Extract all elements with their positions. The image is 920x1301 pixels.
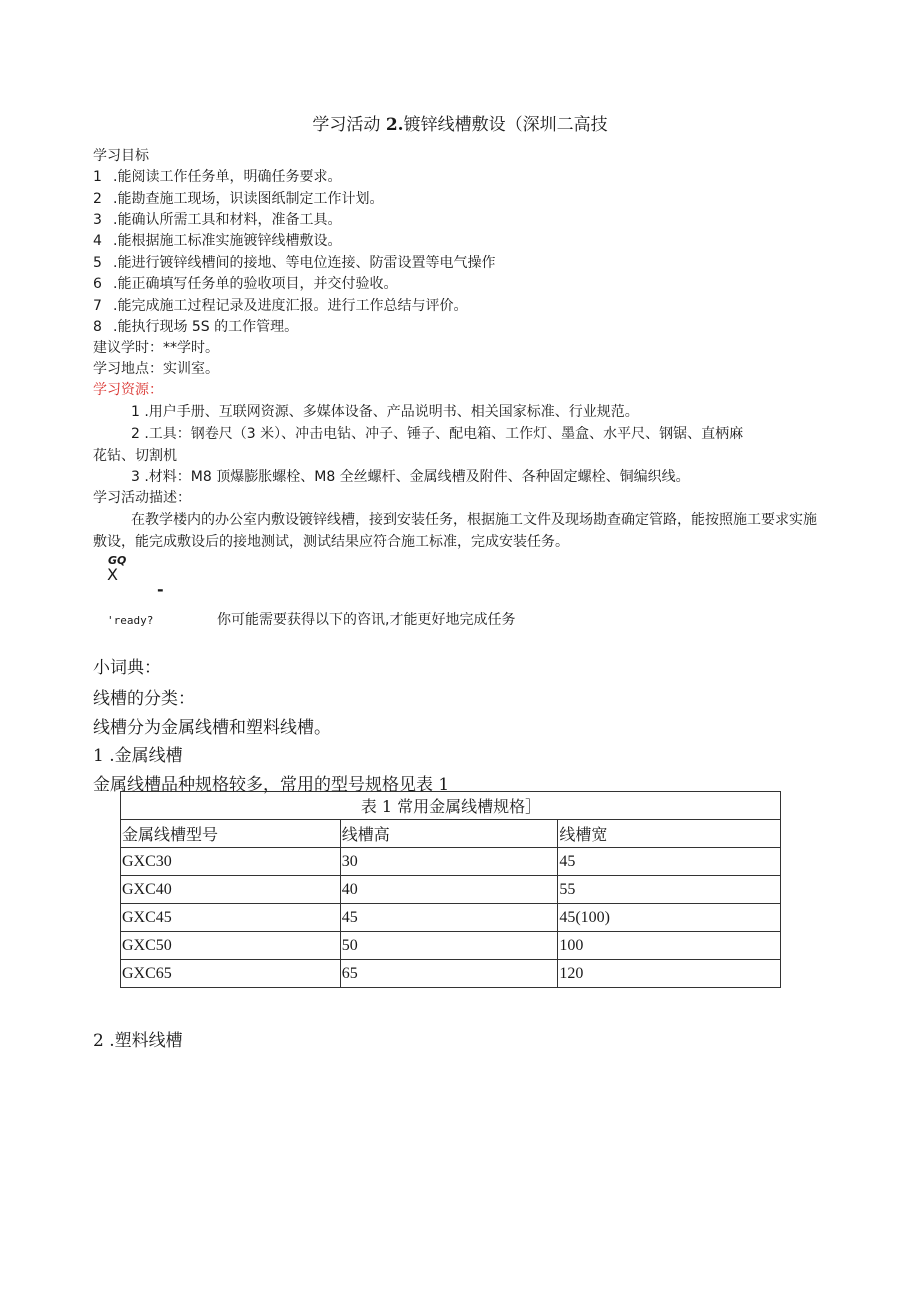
artifact-gq: GQ <box>108 554 127 567</box>
table-row <box>121 904 781 932</box>
table-row <box>121 876 781 904</box>
header-height: 线槽高 <box>340 820 558 848</box>
plastic-trunking-heading: 2 .塑料线槽 <box>93 1031 183 1051</box>
description-text: 在教学楼内的办公室内敷设镀锌线槽，接到安装任务，根据施工文件及现场勘查确定管路，能按照施工要求实施敷设，能完成敷设后的接地测试，测试结果应符合施工标准，完成安装任务。 <box>93 512 817 550</box>
table-row <box>121 960 781 988</box>
dictionary-heading: 小词典： <box>93 658 161 678</box>
resources-heading: 学习资源： <box>93 382 163 398</box>
cell-width: 45 <box>558 848 781 876</box>
resource-item-3: 3 .材料：M8 顶爆膨胀螺栓、M8 全丝螺杆、金属线槽及附件、各种固定螺栓、铜编织线。 <box>131 469 690 485</box>
resource-item-1: 1 .用户手册、互联网资源、多媒体设备、产品说明书、相关国家标准、行业规范。 <box>131 404 639 420</box>
cell-height: 45 <box>340 904 558 932</box>
cell-width: 45(100) <box>558 904 781 932</box>
page-title <box>0 110 920 135</box>
cell-height: 50 <box>340 932 558 960</box>
title-prefix: 学习活动 <box>312 115 386 135</box>
title-rest: 镀锌线槽敷设（深圳二高技 <box>403 115 608 135</box>
goal-item-3: 3 .能确认所需工具和材料，准备工具。 <box>93 212 342 228</box>
metal-trunking-desc: 金属线槽品种规格较多，常用的型号规格见表 1 <box>93 775 450 795</box>
table-caption: 表 1 常用金属线槽规格］ <box>121 792 781 820</box>
resource-item-2-line1: 2 .工具：钢卷尺（3 米）、冲击电钻、冲子、锤子、配电箱、工作灯、墨盒、水平尺、钢锯、直柄麻 <box>131 426 744 442</box>
cell-width: 100 <box>558 932 781 960</box>
goal-item-2: 2 .能勘查施工现场，识读图纸制定工作计划。 <box>93 191 384 207</box>
goal-item-4: 4 .能根据施工标准实施镀锌线槽敷设。 <box>93 233 342 249</box>
metal-trunking-heading: 1 .金属线槽 <box>93 746 183 766</box>
cell-height: 65 <box>340 960 558 988</box>
title-number: 2. <box>385 115 404 135</box>
spec-table <box>120 791 781 988</box>
artifact-ready: 'ready? <box>107 614 154 627</box>
cell-model: GXC45 <box>121 904 341 932</box>
goal-item-8: 8 .能执行现场 5S 的工作管理。 <box>93 319 299 335</box>
classification-heading: 线槽的分类： <box>93 689 195 709</box>
cell-model: GXC65 <box>121 960 341 988</box>
description-heading: 学习活动描述： <box>93 490 191 506</box>
table-header-row <box>121 820 781 848</box>
goal-item-6: 6 .能正确填写任务单的验收项目，并交付验收。 <box>93 276 398 292</box>
table-row <box>121 848 781 876</box>
cell-width: 120 <box>558 960 781 988</box>
artifact-dash: - <box>157 580 164 599</box>
goal-item-7: 7 .能完成施工过程记录及进度汇报。进行工作总结与评价。 <box>93 298 468 314</box>
classification-intro: 线槽分为金属线槽和塑料线槽。 <box>93 718 331 738</box>
info-notice: 你可能需要获得以下的咨讯,才能更好地完成任务 <box>217 612 516 628</box>
cell-model: GXC50 <box>121 932 341 960</box>
study-hours: 建议学时：**学时。 <box>93 340 219 356</box>
table-caption-row <box>121 792 781 820</box>
resource-item-2-line2: 花钻、切割机 <box>93 448 177 464</box>
cell-width: 55 <box>558 876 781 904</box>
goal-item-1: 1 .能阅读工作任务单，明确任务要求。 <box>93 169 342 185</box>
cell-model: GXC40 <box>121 876 341 904</box>
goals-heading: 学习目标 <box>93 148 149 164</box>
cell-height: 30 <box>340 848 558 876</box>
goal-item-5: 5 .能进行镀锌线槽间的接地、等电位连接、防雷设置等电气操作 <box>93 255 496 271</box>
table-row <box>121 932 781 960</box>
cell-height: 40 <box>340 876 558 904</box>
artifact-x: X <box>107 565 118 584</box>
cell-model: GXC30 <box>121 848 341 876</box>
header-width: 线槽宽 <box>558 820 781 848</box>
study-location: 学习地点：实训室。 <box>93 361 219 377</box>
header-model: 金属线槽型号 <box>121 820 341 848</box>
